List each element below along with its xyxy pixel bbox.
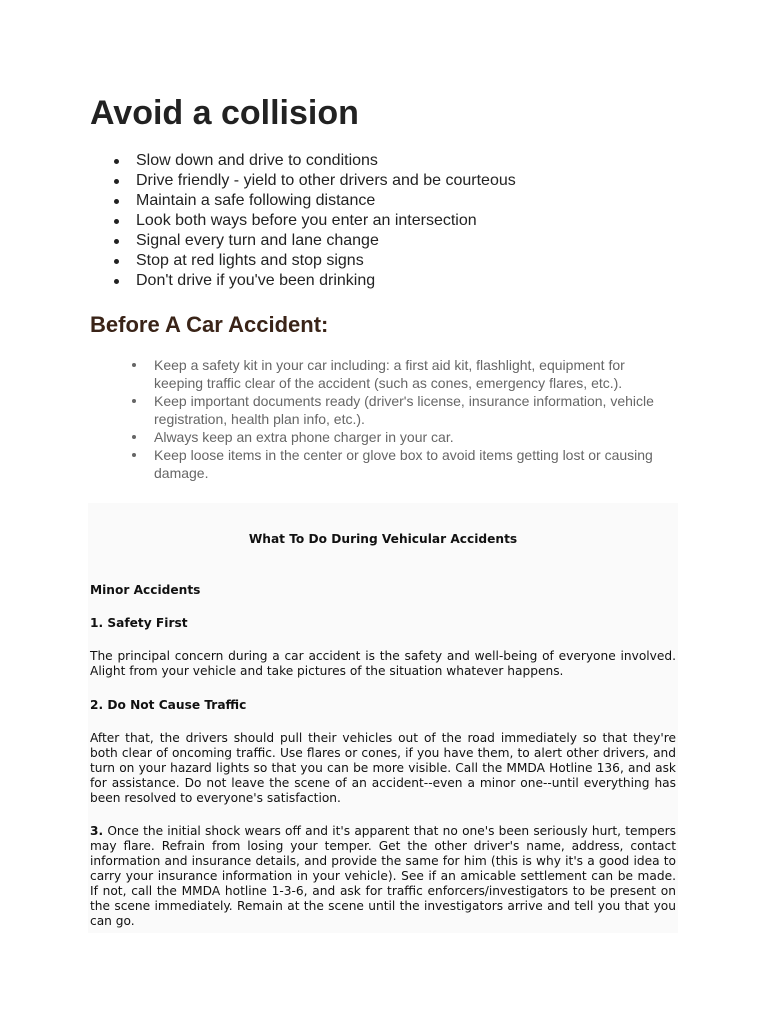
minor-accidents-heading: Minor Accidents [90,583,201,597]
page-title: Avoid a collision [90,94,359,132]
accident-guide-panel [88,503,678,933]
step1-heading: 1. Safety First [90,616,188,630]
list-item: Keep important documents ready (driver's license, insurance information, vehicle registration, health plan info, etc.). [128,392,668,428]
list-item: Slow down and drive to conditions [90,151,650,171]
list-item: Maintain a safe following distance [90,191,650,211]
list-item: Look both ways before you enter an intersection [90,211,650,231]
list-item: Always keep an extra phone charger in your car. [128,428,668,446]
section-heading-before: Before A Car Accident: [90,312,329,337]
step3-paragraph [90,824,676,929]
step3-text: Once the initial shock wears off and it's apparent that no one's been seriously hurt, tempers may flare. Refrain from losing your temper. Get the other driver's name, address, contact information and insurance details, and provide the same for him (this is why it's a good idea to carry your insurance information in your vehicle). See if an amicable settlement can be made. If not, call the MMDA hotline 1-3-6, and ask for traffic enforcers/investigators to be present on the scene immediately. Remain at the scene until the investigators arrive and tell you that you can go. [90,824,676,928]
list-item: Drive friendly - yield to other drivers and be courteous [90,171,650,191]
collision-tips-list [90,151,650,291]
list-item: Keep loose items in the center or glove box to avoid items getting lost or causing damage. [128,446,668,482]
step1-text: The principal concern during a car accident is the safety and well-being of everyone involved. Alight from your vehicle and take pictures of the situation whatever happens. [90,649,676,678]
step2-heading: 2. Do Not Cause Traffic [90,698,247,712]
list-item: Stop at red lights and stop signs [90,251,650,271]
step2-text: After that, the drivers should pull their vehicles out of the road immediately so that they're both clear of oncoming traffic. Use flares or cones, if you have them, to alert other drivers, and turn on your hazard lights so that you can be more visible. Call the MMDA Hotline 136, and ask for assistance. Do not leave the scene of an accident--even a minor one--until everything has been resolved to everyone's satisfaction. [90,731,676,805]
step3-number: 3. [90,824,104,838]
before-accident-list [128,356,668,482]
list-item: Keep a safety kit in your car including: a first aid kit, flashlight, equipment for keeping traffic clear of the accident (such as cones, emergency flares, etc.). [128,356,668,392]
list-item: Don't drive if you've been drinking [90,271,650,291]
list-item: Signal every turn and lane change [90,231,650,251]
panel-title: What To Do During Vehicular Accidents [248,532,518,546]
